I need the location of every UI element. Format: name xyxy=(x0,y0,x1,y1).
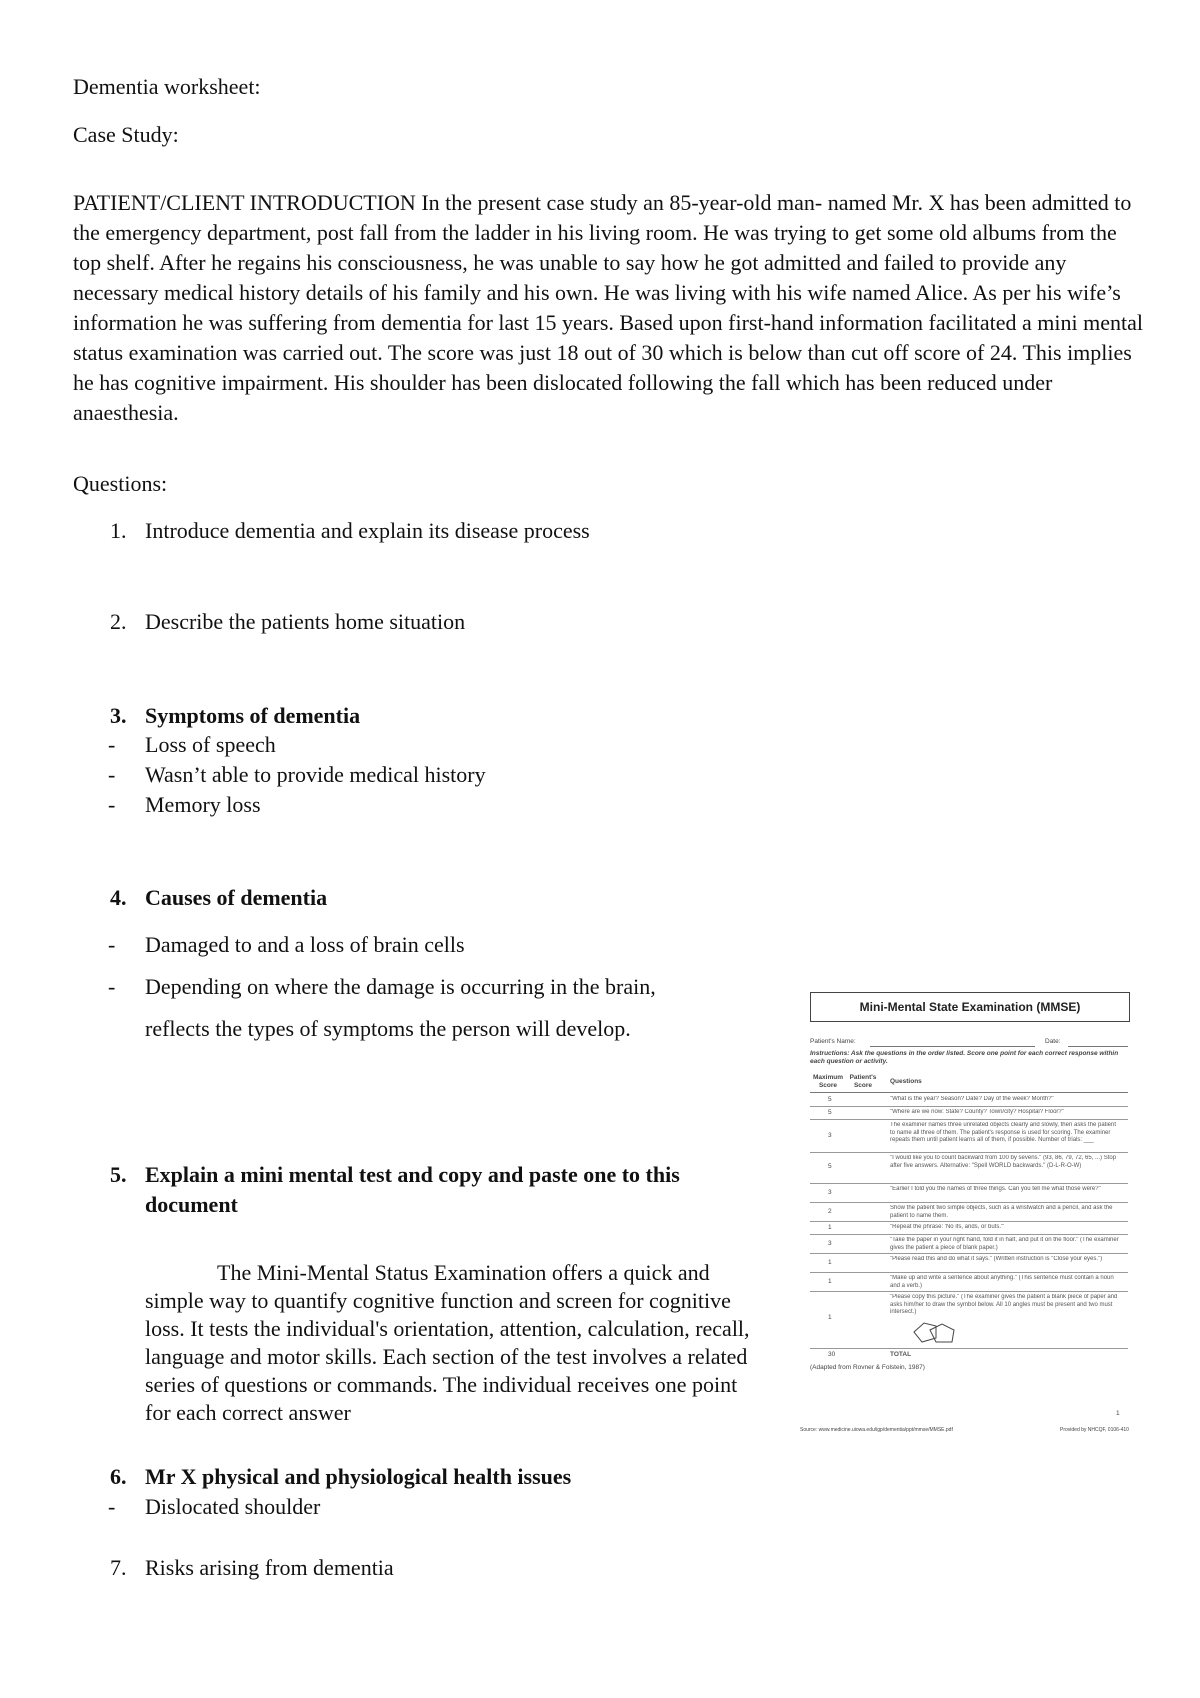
bullet-dash: - xyxy=(108,792,116,817)
bullet-dash: - xyxy=(108,1494,116,1519)
mmse-page-number: 1 xyxy=(1116,1410,1120,1417)
bullet-dash: - xyxy=(108,732,116,757)
question-number: 4. xyxy=(110,885,127,910)
mmse-patient-line xyxy=(870,1046,1035,1047)
bullet-item: Dislocated shoulder xyxy=(145,1494,321,1519)
question-heading: Causes of dementia xyxy=(145,885,328,910)
mmse-row: 5 "What is the year? Season? Date? Day of the week? Month?" xyxy=(810,1094,1128,1107)
question-heading: Symptoms of dementia xyxy=(145,703,361,728)
intro-paragraph: PATIENT/CLIENT INTRODUCTION In the present case study an 85-year-old man- named Mr. X has been admitted to the emergency department, post fall from the ladder in his living room. He was trying to get some old albums from the top shelf. After he regains his consciousness, he was unable to say how he got admitted and failed to provide any necessary medical history details of his family and his own. He was living with his wife named Alice. As per his wife’s information he was suffering from dementia for last 15 years. Based upon first-hand information facilitated a mini mental status examination was carried out. The score was just 18 out of 30 which is below than cut off score of 24. This implies he has cognitive impairment. His shoulder has been dislocated following the fall which has been reduced under anaesthesia. xyxy=(73,190,1143,425)
mmse-row: 1 "Please copy this picture." (The examiner gives the patient a blank piece of paper and asks him/her to draw the symbol below. All 10 angles must be present and two must intersect.) xyxy=(810,1292,1128,1349)
mmse-col-max: Maximum Score xyxy=(813,1074,843,1089)
mmse-row: 3 The examiner names three unrelated objects clearly and slowly, then asks the patient to name all three of them. The patient's response is used for scoring. The examiner repeats them until patient learns all of them, if possible. Number of trials: ___ xyxy=(810,1120,1128,1153)
question-heading: Explain a mini mental test and copy and paste one to this xyxy=(145,1162,680,1187)
mmse-date-line xyxy=(1068,1046,1128,1047)
bullet-dash: - xyxy=(108,932,116,957)
question-heading: Mr X physical and physiological health issues xyxy=(145,1464,572,1489)
question-number: 6. xyxy=(110,1464,127,1489)
mmse-col-questions: Questions xyxy=(890,1078,922,1085)
mmse-row: 1 "Make up and write a sentence about anything." (This sentence must contain a noun and a verb.) xyxy=(810,1273,1128,1292)
bullet-item: Loss of speech xyxy=(145,732,276,757)
mmse-instructions: Instructions: Ask the questions in the order listed. Score one point for each correct response within each question or activity. xyxy=(810,1050,1119,1065)
mmse-total-row xyxy=(810,1349,1128,1361)
mmse-row: 5 "Where are we now: State? County? Town/city? Hospital? Floor?" xyxy=(810,1107,1128,1120)
mmse-row: 1 "Please read this and do what it says." (Written instruction is "Close your eyes.") xyxy=(810,1254,1128,1273)
mmse-total-score: 30 xyxy=(828,1351,836,1358)
question-number: 5. xyxy=(110,1162,127,1187)
pentagons-drawing-icon xyxy=(910,1320,970,1346)
mmse-provided-by: Provided by NHCQF, 0106-410 xyxy=(1060,1427,1129,1433)
bullet-item: Depending on where the damage is occurring in the brain, xyxy=(145,974,656,999)
mmse-row: 5 "I would like you to count backward from 100 by sevens." (93, 86, 79, 72, 65, ...) Stop after five answers. Alternative: "Spell WORLD backwards." (D-L-R-O-W) xyxy=(810,1153,1128,1184)
questions-label: Questions: xyxy=(73,471,168,496)
mmse-explanation: The Mini-Mental Status Examination offers a quick and simple way to quantify cognitive function and screen for cognitive loss. It tests the individual's orientation, attention, calculation, recall, language and motor skills. Each section of the test involves a related series of questions or commands. The individual receives one point for each correct answer xyxy=(145,1260,750,1425)
mmse-row: 3 "Earlier I told you the names of three things. Can you tell me what those were?" xyxy=(810,1184,1128,1203)
mmse-date-label: Date: xyxy=(1045,1038,1061,1045)
bullet-item-continuation: reflects the types of symptoms the person will develop. xyxy=(145,1016,631,1041)
question-number: 3. xyxy=(110,703,127,728)
question-number: 1. xyxy=(110,518,127,543)
bullet-dash: - xyxy=(108,762,116,787)
bullet-item: Memory loss xyxy=(145,792,261,817)
mmse-source: Source: www.medicine.uiowa.edu/igp/dementia/ppt/mmse/MMSE.pdf xyxy=(800,1427,953,1433)
mmse-form-image xyxy=(800,982,1140,1442)
mmse-total-label: TOTAL xyxy=(890,1351,912,1358)
question-heading-continuation: document xyxy=(145,1192,238,1217)
question-number: 7. xyxy=(110,1555,127,1580)
mmse-col-patient: Patient's Score xyxy=(849,1074,877,1089)
question-text: Risks arising from dementia xyxy=(145,1555,394,1580)
question-number: 2. xyxy=(110,609,127,634)
question-text: Introduce dementia and explain its disease process xyxy=(145,518,590,543)
mmse-adapted: (Adapted from Rovner & Folstein, 1987) xyxy=(810,1364,925,1371)
bullet-item: Damaged to and a loss of brain cells xyxy=(145,932,465,957)
mmse-title: Mini-Mental State Examination (MMSE) xyxy=(810,992,1130,1022)
mmse-row: 1 "Repeat the phrase: 'No ifs, ands, or buts.'" xyxy=(810,1222,1128,1235)
bullet-item: Wasn’t able to provide medical history xyxy=(145,762,486,787)
case-study-label: Case Study: xyxy=(73,122,179,147)
mmse-header-rule xyxy=(810,1092,1128,1093)
mmse-row: 2 Show the patient two simple objects, such as a wristwatch and a pencil, and ask the patient to name them. xyxy=(810,1203,1128,1222)
bullet-dash: - xyxy=(108,974,116,999)
worksheet-title: Dementia worksheet: xyxy=(73,74,261,99)
mmse-patient-label: Patient's Name: xyxy=(810,1038,856,1045)
question-text: Describe the patients home situation xyxy=(145,609,466,634)
mmse-row: 3 "Take the paper in your right hand, fold it in half, and put it on the floor." (The examiner gives the patient a piece of blank paper.) xyxy=(810,1235,1128,1254)
